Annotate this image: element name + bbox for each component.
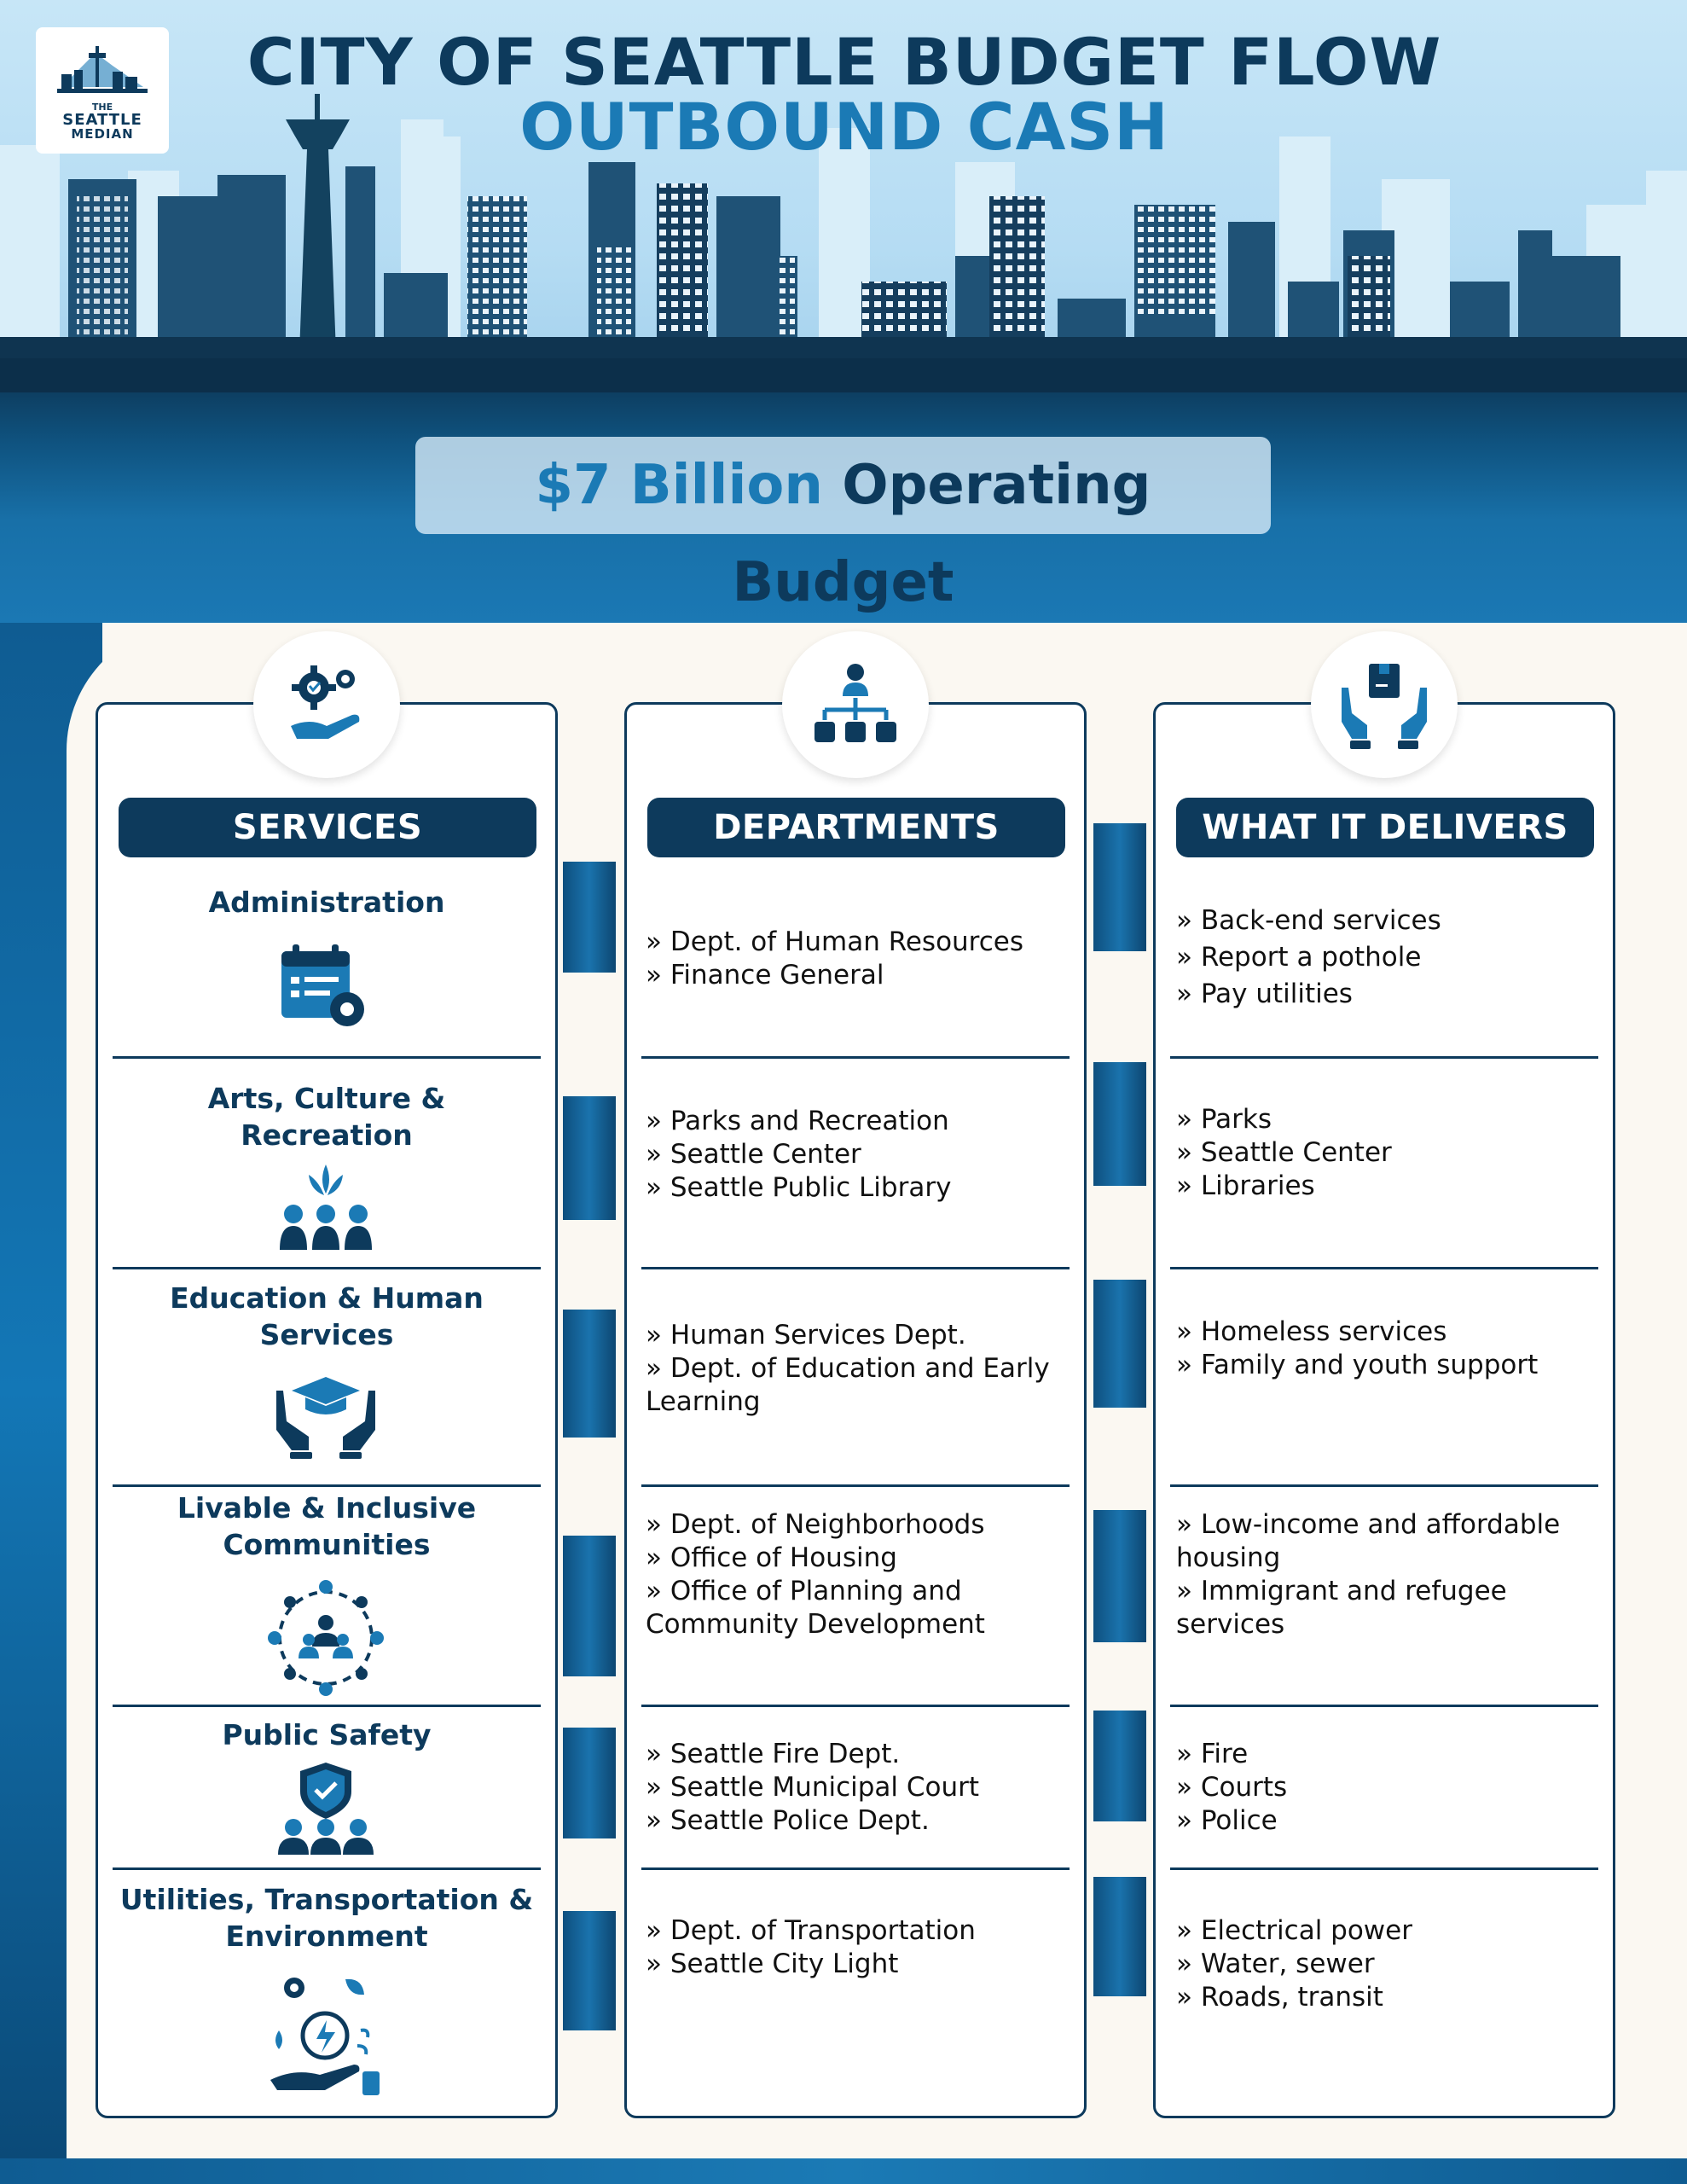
hand-energy-icon (260, 1971, 388, 2097)
service-title-line: Education & Human (170, 1281, 484, 1315)
service-title (113, 1080, 540, 1153)
list-item: » Seattle City Light (646, 1948, 1072, 1981)
departments-list (646, 926, 1072, 992)
community-network-icon (266, 1578, 386, 1698)
departments-list (646, 1508, 1072, 1641)
row-divider (641, 1267, 1070, 1269)
list-item: » Seattle Center (1176, 1136, 1603, 1170)
list-item: » Seattle Fire Dept. (646, 1738, 1072, 1771)
list-item: » Report a pothole (1176, 939, 1603, 976)
list-item: » Parks (1176, 1103, 1603, 1136)
flow-connector (1093, 823, 1146, 951)
flow-connector (1093, 1510, 1146, 1642)
row-divider (641, 1056, 1070, 1059)
delivers-badge (1311, 631, 1458, 778)
delivers-list (1176, 903, 1603, 1013)
row-divider (1170, 1867, 1598, 1870)
row-divider (1170, 1267, 1598, 1269)
list-item: » Dept. of Transportation (646, 1914, 1072, 1948)
row-divider (1170, 1484, 1598, 1487)
list-item: » Dept. of Education and Early Learning (646, 1352, 1072, 1419)
row-divider (113, 1056, 541, 1059)
list-item: » Electrical power (1176, 1914, 1603, 1948)
list-item: » Seattle Police Dept. (646, 1804, 1072, 1838)
row-divider (113, 1705, 541, 1707)
service-title-line: Utilities, Transportation & (119, 1883, 534, 1916)
list-item: » Seattle Public Library (646, 1171, 1072, 1205)
row-divider (641, 1484, 1070, 1487)
hands-graduation-cap-icon (271, 1365, 380, 1461)
budget-label: Operating Budget (732, 454, 1151, 614)
row-divider (113, 1267, 541, 1269)
header-hero (0, 0, 1687, 623)
org-chart-icon (804, 653, 907, 756)
flow-connector (563, 1310, 616, 1438)
list-item: » Courts (1176, 1771, 1603, 1804)
delivers-list (1176, 1738, 1603, 1838)
flow-connector (563, 1096, 616, 1220)
list-item: » Roads, transit (1176, 1981, 1603, 2014)
service-title (113, 1716, 540, 1753)
list-item: » Seattle Municipal Court (646, 1771, 1072, 1804)
list-item: » Immigrant and refugee services (1176, 1575, 1603, 1641)
flow-connector (563, 1911, 616, 2030)
logo-line-3: MEDIAN (71, 126, 134, 142)
delivers-list (1176, 1103, 1603, 1203)
delivers-list (1176, 1316, 1603, 1382)
delivers-header: WHAT IT DELIVERS (1176, 798, 1594, 857)
row-divider (641, 1705, 1070, 1707)
list-item: » Low-income and affordable housing (1176, 1508, 1603, 1575)
list-item: » Libraries (1176, 1170, 1603, 1203)
services-header: SERVICES (119, 798, 536, 857)
service-title-line: Administration (208, 886, 445, 919)
service-title (113, 884, 540, 921)
departments-badge (782, 631, 929, 778)
list-item: » Police (1176, 1804, 1603, 1838)
people-lotus-icon (275, 1156, 377, 1252)
list-item: » Finance General (646, 959, 1072, 992)
service-title-line: Recreation (241, 1118, 413, 1152)
list-item: » Dept. of Human Resources (646, 926, 1072, 959)
budget-amount: $7 Billion (535, 454, 823, 517)
flow-connector (563, 1728, 616, 1838)
service-title-line: Arts, Culture & (207, 1082, 446, 1115)
service-title-line: Public Safety (222, 1718, 432, 1751)
service-title-line: Livable & Inclusive (177, 1491, 477, 1525)
budget-banner (415, 437, 1271, 614)
row-divider (113, 1867, 541, 1870)
list-item: » Office of Planning and Community Development (646, 1575, 1072, 1641)
departments-list (646, 1319, 1072, 1419)
list-item: » Dept. of Neighborhoods (646, 1508, 1072, 1542)
flow-connector (1093, 1711, 1146, 1821)
list-item: » Pay utilities (1176, 976, 1603, 1013)
service-title (113, 1490, 540, 1563)
list-item: » Fire (1176, 1738, 1603, 1771)
service-title-line: Communities (223, 1528, 431, 1561)
logo-text (36, 102, 169, 142)
delivers-list (1176, 1914, 1603, 2014)
departments-list (646, 1914, 1072, 1981)
service-title-line: Services (259, 1318, 394, 1351)
shield-people-icon (273, 1759, 379, 1856)
services-badge (253, 631, 400, 778)
delivers-list (1176, 1508, 1603, 1641)
flow-connector (1093, 1877, 1146, 1996)
departments-list (646, 1738, 1072, 1838)
flow-connector (563, 1536, 616, 1676)
row-divider (1170, 1705, 1598, 1707)
bottom-bar (0, 2158, 1687, 2184)
departments-list (646, 1105, 1072, 1205)
list-item: » Homeless services (1176, 1316, 1603, 1349)
list-item: » Family and youth support (1176, 1349, 1603, 1382)
row-divider (641, 1867, 1070, 1870)
list-item: » Water, sewer (1176, 1948, 1603, 1981)
logo-skyline-icon (36, 27, 169, 104)
page-subtitle: OUTBOUND CASH (519, 89, 1169, 165)
flow-connector (1093, 1280, 1146, 1408)
service-title (113, 1280, 540, 1353)
service-title (113, 1881, 540, 1955)
flow-connector (1093, 1062, 1146, 1186)
list-item: » Human Services Dept. (646, 1319, 1072, 1352)
page-title: CITY OF SEATTLE BUDGET FLOW (246, 24, 1442, 100)
service-title-line: Environment (225, 1920, 428, 1953)
logo-line-1: THE (91, 102, 113, 113)
row-divider (113, 1484, 541, 1487)
hands-box-icon (1333, 653, 1435, 756)
logo-line-2: SEATTLE (62, 110, 142, 129)
row-divider (1170, 1056, 1598, 1059)
list-item: » Parks and Recreation (646, 1105, 1072, 1138)
departments-header: DEPARTMENTS (647, 798, 1065, 857)
admin-calendar-gear-icon (277, 943, 375, 1037)
list-item: » Seattle Center (646, 1138, 1072, 1171)
flow-connector (563, 862, 616, 973)
list-item: » Office of Housing (646, 1542, 1072, 1575)
gears-hand-icon (275, 653, 378, 756)
list-item: » Back-end services (1176, 903, 1603, 939)
logo (36, 27, 169, 154)
